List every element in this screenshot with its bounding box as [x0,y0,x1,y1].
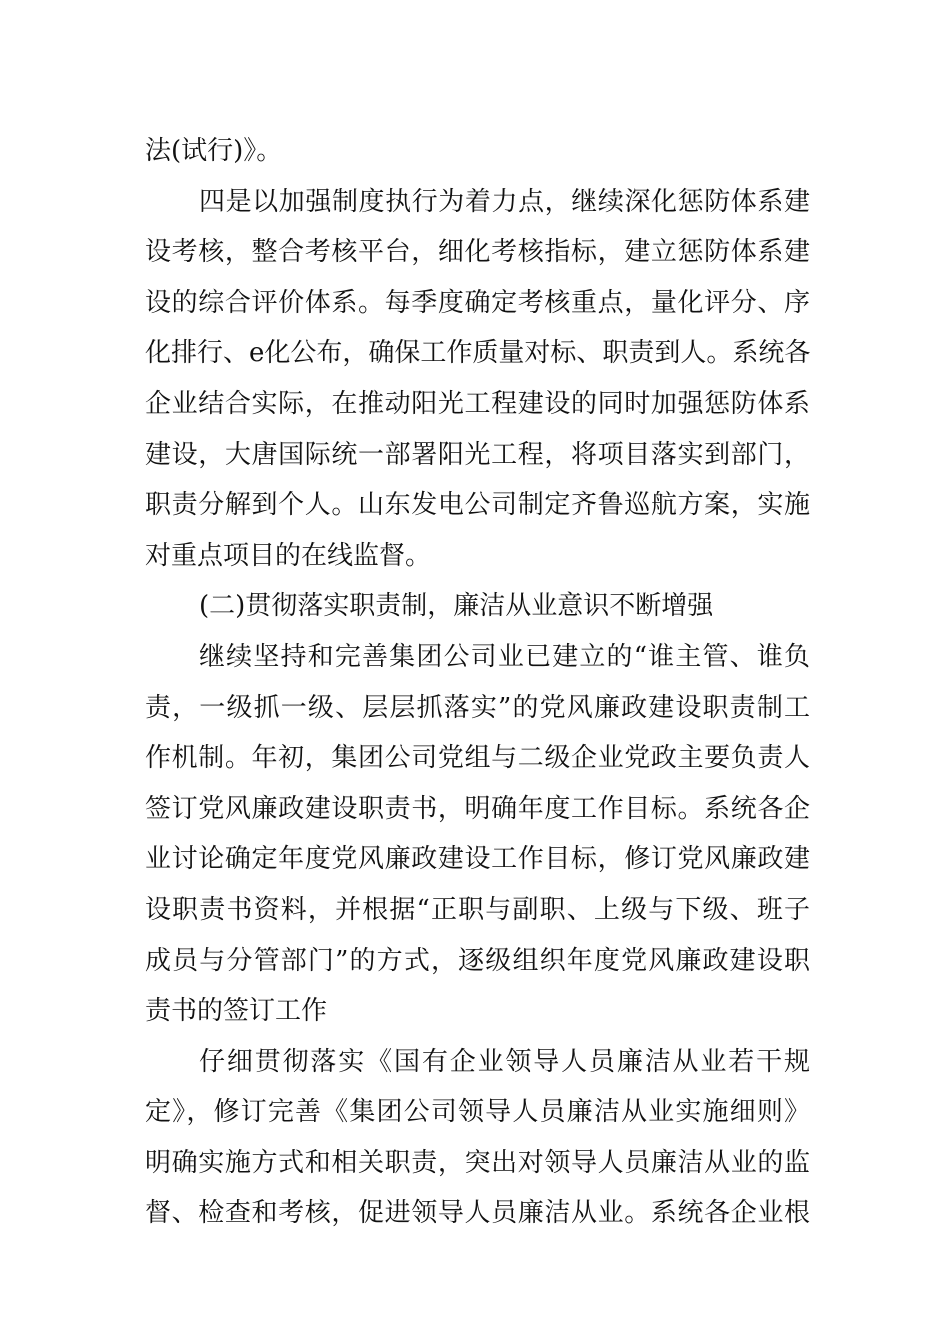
text-line: 签订党风廉政建设职责书，明确年度工作目标。系统各企 [145,793,810,824]
text-line: 仔细贯彻落实《国有企业领导人员廉洁从业若干规 [199,1046,810,1077]
text-line: 责书的签订工作 [145,996,328,1027]
text-line: 继续坚持和完善集团公司业已建立的“谁主管、谁负 [199,641,810,672]
text-line: 明确实施方式和相关职责，突出对领导人员廉洁从业的监 [145,1147,810,1178]
text-line: 作机制。年初，集团公司党组与二级企业党政主要负责人 [145,743,810,774]
document-body [145,126,810,1239]
text-line: 化排行、e化公布，确保工作质量对标、职责到人。系统各 [145,338,810,369]
text-line: 督、检查和考核，促进领导人员廉洁从业。系统各企业根 [145,1198,810,1229]
text-line: 设考核，整合考核平台，细化考核指标，建立惩防体系建 [145,237,810,268]
text-line: 职责分解到个人。山东发电公司制定齐鲁巡航方案，实施 [145,490,810,521]
text-line: 成员与分管部门”的方式，逐级组织年度党风廉政建设职 [145,945,810,976]
text-line: 建设，大唐国际统一部署阳光工程，将项目落实到部门， [145,439,810,470]
text-line: 设职责书资料，并根据“正职与副职、上级与下级、班子 [145,894,810,925]
text-line: 企业结合实际，在推动阳光工程建设的同时加强惩防体系 [145,388,810,419]
text-line: 设的综合评价体系。每季度确定考核重点，量化评分、序 [145,287,810,318]
text-line: 定》，修订完善《集团公司领导人员廉洁从业实施细则》 [145,1097,810,1128]
section-heading: (二)贯彻落实职责制，廉洁从业意识不断增强 [199,591,714,622]
text-line: 四是以加强制度执行为着力点，继续深化惩防体系建 [199,186,810,217]
text-line: 责，一级抓一级、层层抓落实”的党风廉政建设职责制工 [145,692,810,723]
text-line: 对重点项目的在线监督。 [145,540,432,571]
text-line: 业讨论确定年度党风廉政建设工作目标，修订党风廉政建 [145,844,810,875]
text-line: 法(试行)》。 [145,136,283,166]
